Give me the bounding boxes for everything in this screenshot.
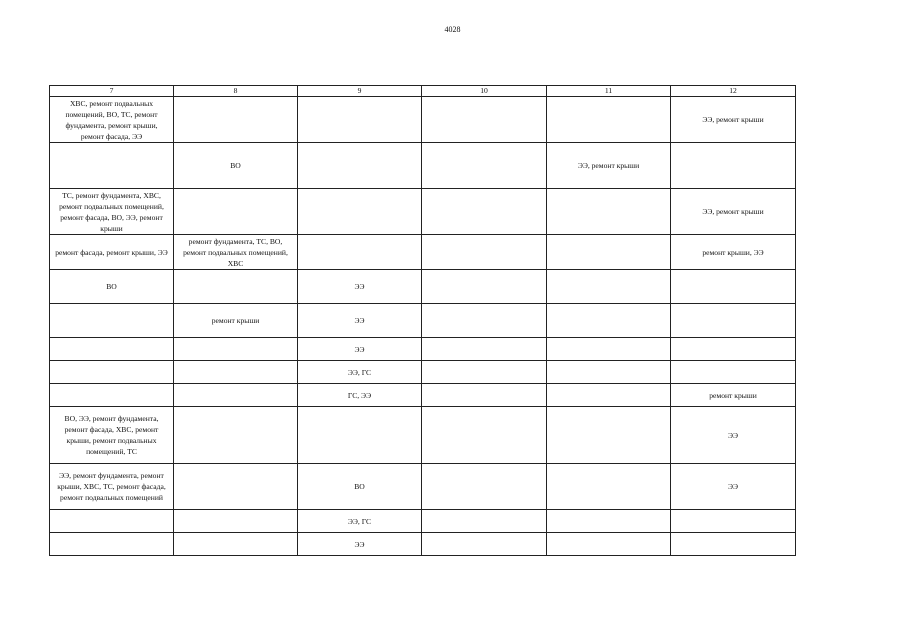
table-cell <box>671 533 796 556</box>
table-cell <box>50 384 174 407</box>
table-cell <box>174 533 298 556</box>
table-cell <box>422 464 547 510</box>
table-row <box>50 464 796 510</box>
column-header: 10 <box>422 86 547 97</box>
table-cell <box>50 361 174 384</box>
table-cell: ЭЭ, ремонт крыши <box>547 143 671 189</box>
table-cell <box>298 143 422 189</box>
table-cell <box>174 338 298 361</box>
table-cell: ЭЭ <box>671 464 796 510</box>
table-cell: ЭЭ <box>298 270 422 304</box>
table-cell <box>547 97 671 143</box>
table-cell <box>422 189 547 235</box>
table-cell: ВО <box>298 464 422 510</box>
table-cell: ЭЭ <box>298 533 422 556</box>
table-cell <box>298 235 422 270</box>
table-cell: ЭЭ <box>298 304 422 338</box>
table-cell <box>174 384 298 407</box>
table-cell: ремонт крыши <box>174 304 298 338</box>
table-cell <box>298 407 422 464</box>
table-cell <box>422 338 547 361</box>
table-cell <box>547 235 671 270</box>
table-cell <box>50 304 174 338</box>
table-cell <box>547 189 671 235</box>
table-cell <box>671 510 796 533</box>
table-cell <box>50 533 174 556</box>
table-cell <box>50 510 174 533</box>
table-row <box>50 143 796 189</box>
table-cell <box>174 464 298 510</box>
table-row <box>50 384 796 407</box>
table-row <box>50 510 796 533</box>
table-cell <box>547 464 671 510</box>
table-row <box>50 97 796 143</box>
table-cell: ВО <box>174 143 298 189</box>
table-cell <box>671 143 796 189</box>
table-cell <box>422 533 547 556</box>
table-row <box>50 407 796 464</box>
column-header: 8 <box>174 86 298 97</box>
table-cell <box>298 189 422 235</box>
table-cell <box>422 510 547 533</box>
column-header: 9 <box>298 86 422 97</box>
table-cell <box>671 270 796 304</box>
table-cell <box>422 143 547 189</box>
table-cell: ВО <box>50 270 174 304</box>
table-cell <box>422 407 547 464</box>
table-cell <box>174 407 298 464</box>
table-cell: ЭЭ <box>298 338 422 361</box>
table-cell <box>547 407 671 464</box>
table-cell: ВО, ЭЭ, ремонт фундамента, ремонт фасада, ХВС, ремонт крыши, ремонт подвальных помещений, ТС <box>50 407 174 464</box>
table-cell: ЭЭ, ГС <box>298 361 422 384</box>
header-row <box>50 86 796 97</box>
table-cell <box>174 97 298 143</box>
table-cell <box>547 384 671 407</box>
table-cell: ЭЭ, ремонт крыши <box>671 97 796 143</box>
page-number: 4028 <box>444 25 461 34</box>
table-cell: ЭЭ <box>671 407 796 464</box>
table-cell <box>174 361 298 384</box>
table-row <box>50 338 796 361</box>
table-cell: ГС, ЭЭ <box>298 384 422 407</box>
table-cell: ТС, ремонт фундамента, ХВС, ремонт подвальных помещений, ремонт фасада, ВО, ЭЭ, ремонт крыши <box>50 189 174 235</box>
table-row <box>50 361 796 384</box>
table-cell <box>547 510 671 533</box>
column-header: 7 <box>50 86 174 97</box>
table-cell <box>50 338 174 361</box>
table-cell <box>298 97 422 143</box>
table-cell <box>422 235 547 270</box>
table-cell: ЭЭ, ремонт фундамента, ремонт крыши, ХВС, ТС, ремонт фасада, ремонт подвальных помещений <box>50 464 174 510</box>
table-cell <box>174 189 298 235</box>
table-cell <box>671 338 796 361</box>
table-row <box>50 533 796 556</box>
table-row <box>50 235 796 270</box>
table-row <box>50 189 796 235</box>
table-cell <box>422 384 547 407</box>
table-cell: ремонт крыши <box>671 384 796 407</box>
table-cell: ХВС, ремонт подвальных помещений, ВО, ТС, ремонт фундамента, ремонт крыши, ремонт фасада, ЭЭ <box>50 97 174 143</box>
table-cell <box>174 270 298 304</box>
repair-schedule-table <box>49 85 796 556</box>
table-cell <box>671 304 796 338</box>
table-cell <box>174 510 298 533</box>
column-header: 11 <box>547 86 671 97</box>
table-cell <box>422 361 547 384</box>
table-cell: ремонт фасада, ремонт крыши, ЭЭ <box>50 235 174 270</box>
table-cell <box>422 270 547 304</box>
table-cell: ремонт крыши, ЭЭ <box>671 235 796 270</box>
table-cell <box>547 304 671 338</box>
table-cell: ремонт фундамента, ТС, ВО, ремонт подвальных помещений, ХВС <box>174 235 298 270</box>
table-cell <box>50 143 174 189</box>
column-header: 12 <box>671 86 796 97</box>
table-cell <box>422 97 547 143</box>
table-cell: ЭЭ, ремонт крыши <box>671 189 796 235</box>
table-row <box>50 304 796 338</box>
table-cell <box>422 304 547 338</box>
table-cell <box>547 338 671 361</box>
table-row <box>50 270 796 304</box>
table-cell <box>547 270 671 304</box>
table-cell: ЭЭ, ГС <box>298 510 422 533</box>
table-cell <box>547 533 671 556</box>
table-cell <box>547 361 671 384</box>
table-cell <box>671 361 796 384</box>
